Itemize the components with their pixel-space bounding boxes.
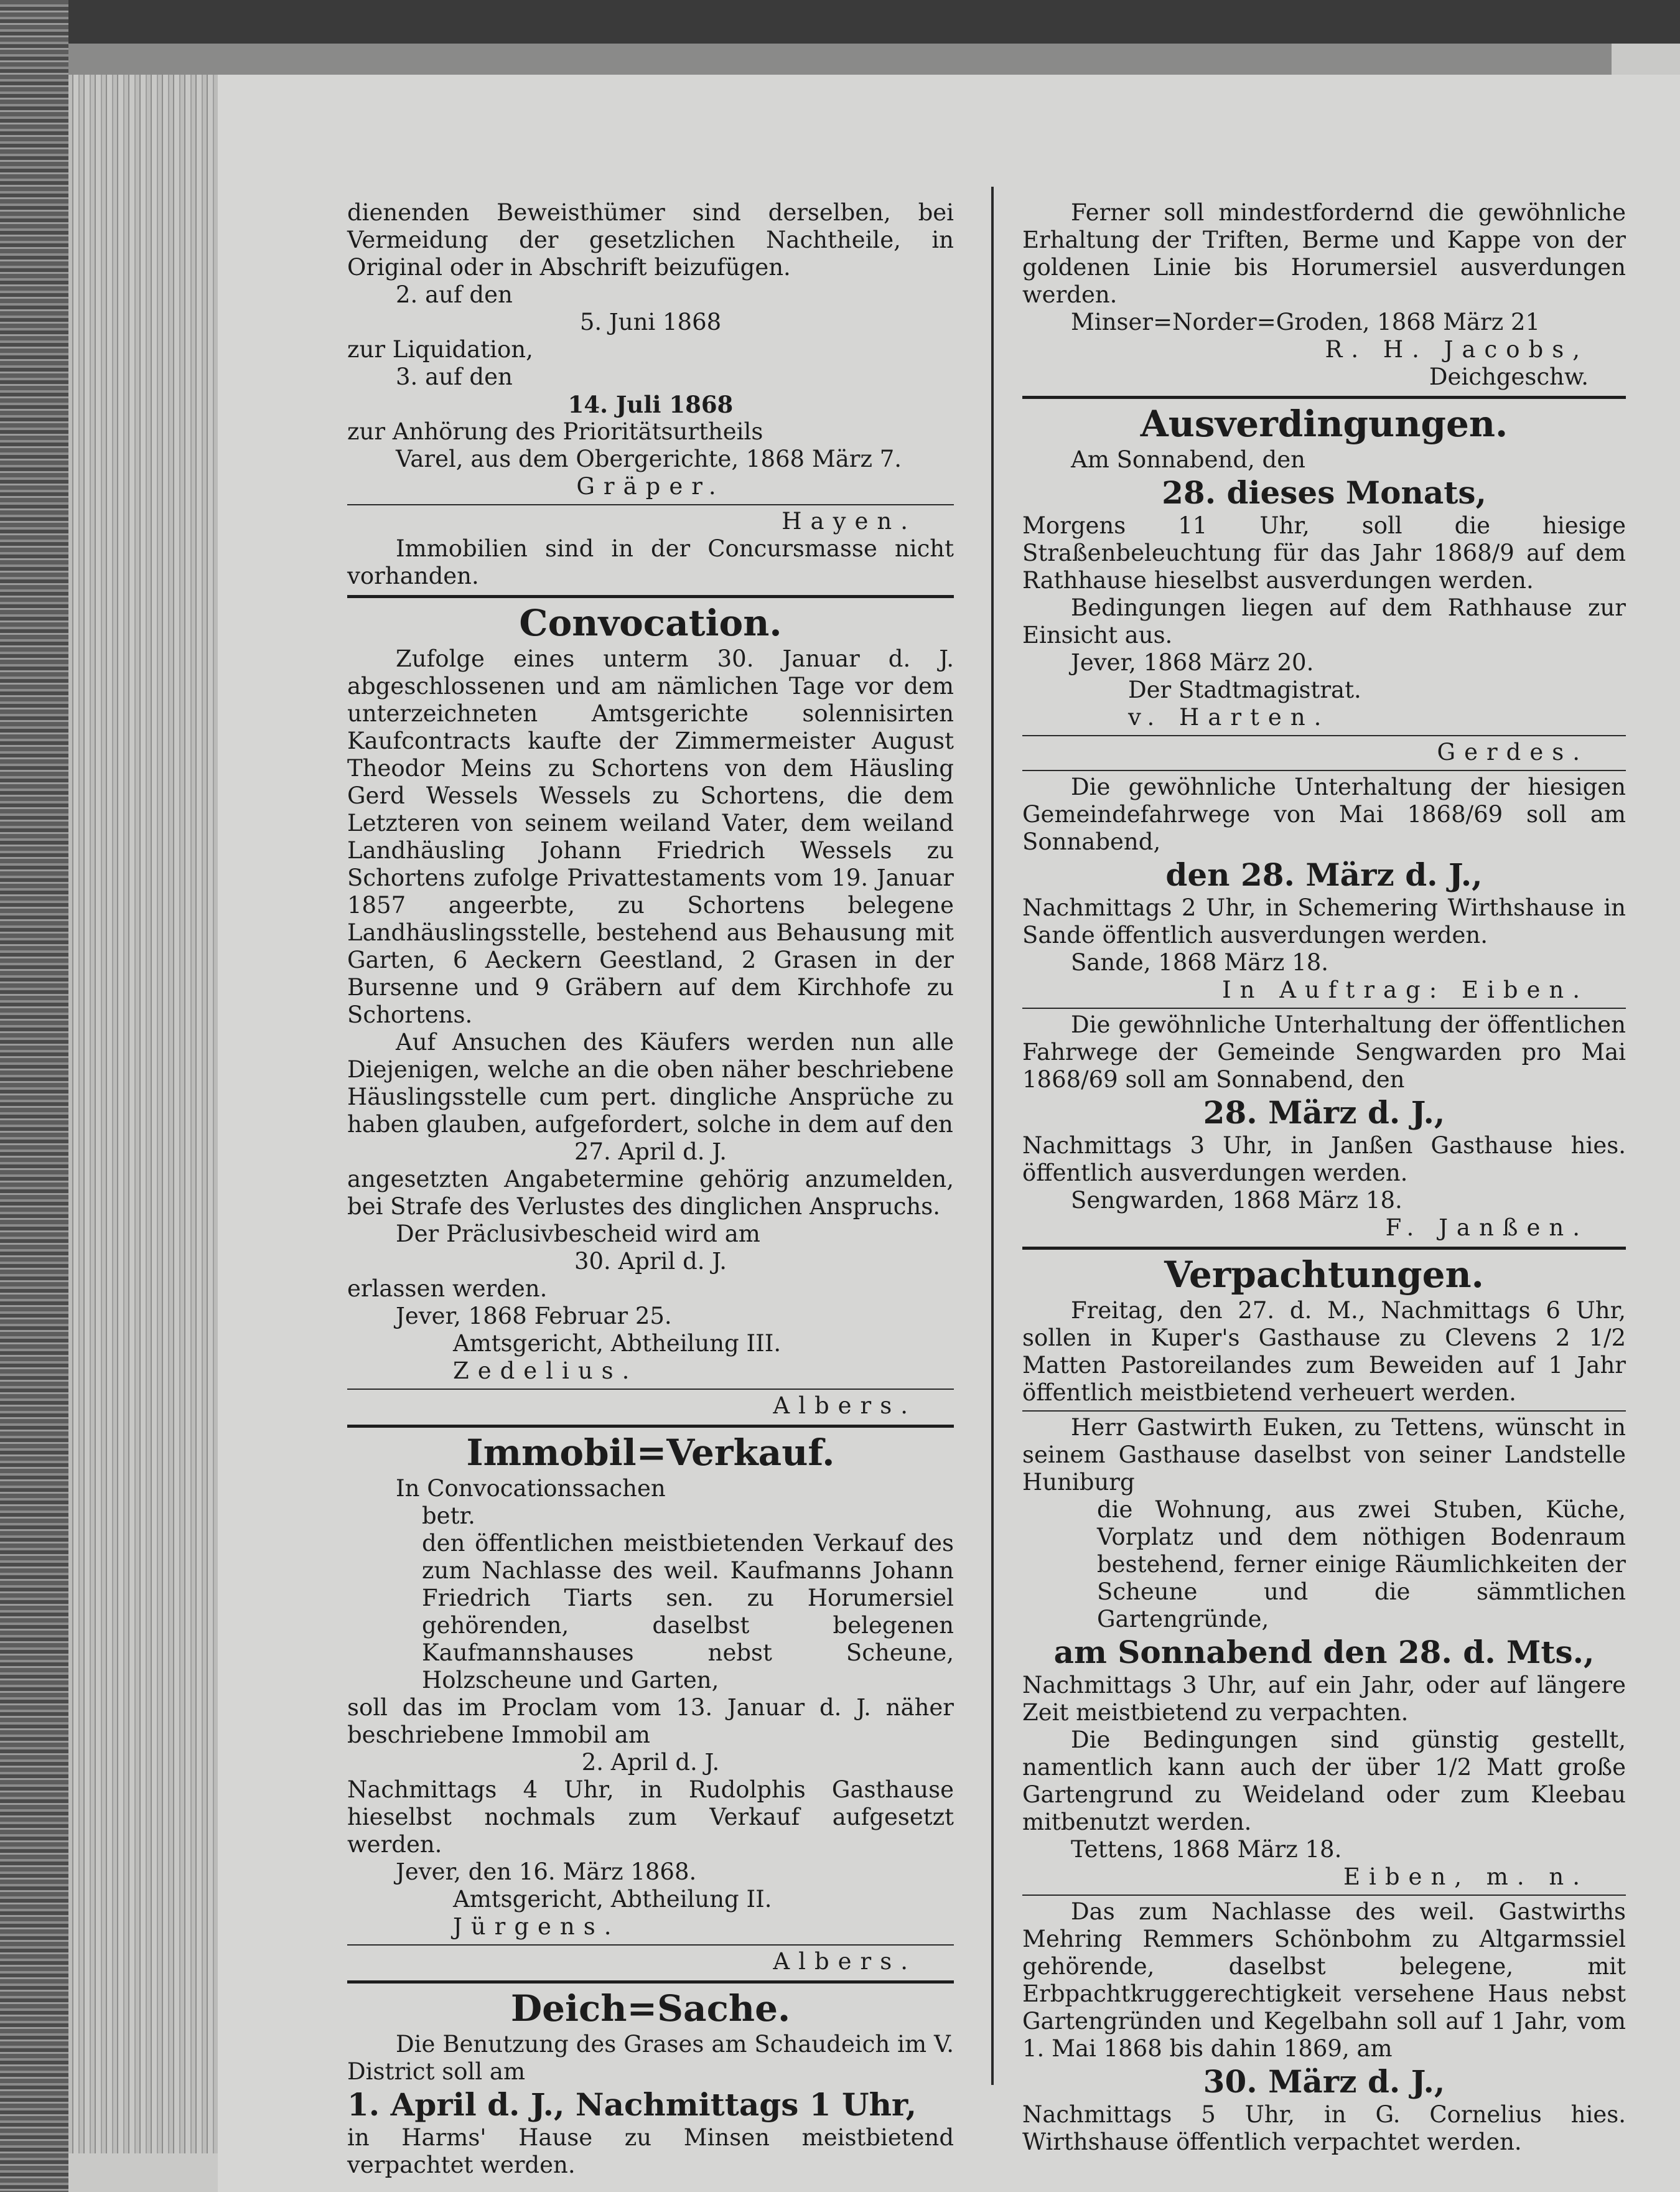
sande-p2: Nachmittags 2 Uhr, in Schemering Wirthshause in Sande öffentlich ausverdungen werden. (1022, 894, 1626, 948)
immobil-line-2: betr. (422, 1502, 475, 1529)
ver-signature: Eiben, m. n. (1343, 1863, 1589, 1890)
aus-magistrat: Der Stadtmagistrat. (1128, 677, 1361, 703)
immobil-line-4: soll das im Proclam vom 13. Januar d. J. näher beschriebene Immobil am (347, 1694, 954, 1748)
convocation-p1: Zufolge eines unterm 30. Januar d. J. abgeschlossenen und am nämlichen Tage vor dem unterzeichneten Amtsgerichte solennisirten Kaufcontracts kaufte der Zimmermeister August Theodor Meins zu Schortens von dem Häusling Gerd Wessels Wessels zu Schortens, die dem Letzteren von seinem weiland Vater, dem weiland Landhäusling Johann Friedrich Wessels zu Schortens zufolge Privattestaments vom 19. Januar 1857 angeerbte, zu Schortens belegene Landhäuslingsstelle, bestehend aus Behausung mit Garten, 6 Aeckern Geestland, 2 Grasen in der Bursenne und 9 Gräbern auf dem Kirchhofe zu Schortens. (347, 645, 954, 1028)
immobil-sig-1: Jürgens. (453, 1913, 620, 1940)
aus-sig-1: v. Harten. (1128, 704, 1330, 731)
place-1: Varel, aus dem Obergerichte, 1868 März 7. (396, 446, 902, 472)
convocation-p4: Der Präclusivbescheid wird am (396, 1220, 760, 1247)
ver-date-2: 30. März d. J., (1203, 2063, 1445, 2100)
immobil-place: Jever, den 16. März 1868. (396, 1858, 697, 1885)
aus-place: Jever, 1868 März 20. (1071, 649, 1314, 676)
sengwarden-place: Sengwarden, 1868 März 18. (1071, 1187, 1402, 1214)
page-stack-edges (68, 75, 218, 2153)
sengwarden-date: 28. März d. J., (1203, 1094, 1445, 1131)
immobil-date: 2. April d. J. (581, 1749, 720, 1776)
verpachtungen-title: Verpachtungen. (1022, 1247, 1626, 1297)
deich-p2: in Harms' Hause zu Minsen meistbietend verpachtet werden. (347, 2124, 954, 2178)
purpose-2: zur Liquidation, (347, 336, 533, 363)
ver-p4: Nachmittags 3 Uhr, auf ein Jahr, oder auf längere Zeit meistbietend zu verpachten. (1022, 1672, 1626, 1726)
convocation-date-2: 30. April d. J. (574, 1248, 727, 1275)
top-place: Minser=Norder=Groden, 1868 März 21 (1071, 309, 1541, 335)
left-column (347, 199, 954, 2179)
sengwarden-p1: Die gewöhnliche Unterhaltung der öffentlichen Fahrwege der Gemeinde Sengwarden pro Mai 1868/69 soll am Sonnabend, den (1022, 1011, 1626, 1093)
convocation-p2: Auf Ansuchen des Käufers werden nun alle Diejenigen, welche an die oben näher beschriebene Häuslingsstelle cum pert. dingliche Ansprüche zu haben glauben, aufgefordert, solche in dem auf den (347, 1029, 954, 1138)
sande-p1: Die gewöhnliche Unterhaltung der hiesigen Gemeindefahrwege von Mai 1868/69 soll am Sonnabend, (1022, 774, 1626, 855)
immobil-verkauf-title: Immobil=Verkauf. (347, 1425, 954, 1475)
top-signature-title: Deichgeschw. (1429, 363, 1589, 390)
immobil-sig-2: Albers. (773, 1948, 917, 1975)
convocation-court: Amtsgericht, Abtheilung III. (453, 1330, 782, 1357)
top-signature: R. H. Jacobs, (1325, 336, 1589, 363)
deich-sache-title: Deich=Sache. (347, 1980, 954, 2031)
item-3: 3. auf den (396, 363, 513, 390)
aus-line-1: Am Sonnabend, den (1071, 446, 1305, 473)
ver-p5: Die Bedingungen sind günstig gestellt, namentlich kann auch der über 1/2 Matt große Gartengrund zu Weideland oder zum Kleebau mitbenutzt werden. (1022, 1726, 1626, 1835)
sande-place: Sande, 1868 März 18. (1071, 949, 1328, 976)
aus-p1: Morgens 11 Uhr, soll die hiesige Straßenbeleuchtung für das Jahr 1868/9 auf dem Rathhause hieselbst ausverdungen werden. (1022, 512, 1626, 594)
signature-2: Hayen. (782, 508, 917, 535)
column-divider (991, 187, 994, 2085)
immobil-line-1: In Convocationssachen (396, 1475, 666, 1502)
convocation-date-1: 27. April d. J. (574, 1138, 727, 1165)
aus-sig-2: Gerdes. (1437, 739, 1589, 766)
convocation-sig-1: Zedelius. (453, 1357, 638, 1384)
convocation-place: Jever, 1868 Februar 25. (396, 1303, 672, 1329)
sande-signature: In Auftrag: Eiben. (1222, 977, 1589, 1003)
book-cover-edge (0, 0, 68, 2192)
ver-date: am Sonnabend den 28. d. Mts., (1053, 1634, 1595, 1670)
convocation-p5: erlassen werden. (347, 1275, 548, 1302)
aus-p2: Bedingungen liegen auf dem Rathhause zur Einsicht aus. (1022, 594, 1626, 649)
ver-place: Tettens, 1868 März 18. (1071, 1836, 1342, 1863)
immobil-court: Amtsgericht, Abtheilung II. (453, 1886, 772, 1913)
signature-1: Gräper. (576, 473, 725, 500)
aus-date: 28. dieses Monats, (1162, 474, 1486, 511)
item-2: 2. auf den (396, 281, 513, 308)
ver-p7: Nachmittags 5 Uhr, in G. Cornelius hies. Wirthshause öffentlich verpachtet werden. (1022, 2101, 1626, 2155)
ver-p2: Herr Gastwirth Euken, zu Tettens, wünscht in seinem Gasthause daselbst von seiner Landstelle Huniburg (1022, 1414, 1626, 1496)
ver-p3: die Wohnung, aus zwei Stuben, Küche, Vorplatz und dem nöthigen Bodenraum bestehend, ferner einige Räumlichkeiten der Scheune und die sämmtlichen Gartengründe, (1097, 1496, 1626, 1632)
convocation-p3: angesetzten Angabetermine gehörig anzumelden, bei Strafe des Verlustes des dinglichen Anspruchs. (347, 1166, 954, 1220)
immobil-line-3: den öffentlichen meistbietenden Verkauf des zum Nachlasse des weil. Kaufmanns Johann Friedrich Tiarts sen. zu Horumersiel gehörenden, daselbst belegenen Kaufmannshauses nebst Scheune, Holzscheune und Garten, (422, 1530, 954, 1693)
ausverdingungen-title: Ausverdingungen. (1022, 396, 1626, 446)
date-3: 14. Juli 1868 (567, 391, 734, 418)
purpose-3: zur Anhörung des Prioritätsurtheils (347, 418, 763, 445)
deich-date: 1. April d. J., Nachmittags 1 Uhr, (347, 2086, 917, 2123)
top-paragraph: Ferner soll mindestfordernd die gewöhnliche Erhaltung der Triften, Berme und Kappe von der goldenen Linie bis Horumersiel ausverdungen werden. (1022, 199, 1626, 308)
ver-p6: Das zum Nachlasse des weil. Gastwirths Mehring Remmers Schönbohm zu Altgarmssiel gehörende, daselbst belegene, mit Erbpachtkruggerechtigkeit versehene Haus nebst Gartengründen und Kegelbahn soll auf 1 Jahr, vom 1. Mai 1868 bis dahin 1869, am (1022, 1898, 1626, 2062)
right-column (1022, 199, 1626, 2156)
convocation-title: Convocation. (347, 595, 954, 645)
intro-text: dienenden Beweisthümer sind derselben, bei Vermeidung der gesetzlichen Nachtheile, in Original oder in Abschrift beizufügen. (347, 199, 954, 281)
ver-p1: Freitag, den 27. d. M., Nachmittags 6 Uhr, sollen in Kuper's Gasthause zu Clevens 2 1/2 Matten Pastoreilandes zum Beweiden auf 1 Jahr öffentlich meistbietend verheuert werden. (1022, 1297, 1626, 1406)
deich-p1: Die Benutzung des Grases am Schaudeich im V. District soll am (347, 2031, 954, 2085)
sengwarden-signature: F. Janßen. (1385, 1214, 1589, 1241)
sande-date: den 28. März d. J., (1165, 856, 1483, 893)
immobil-line-5: Nachmittags 4 Uhr, in Rudolphis Gasthause hieselbst nochmals zum Verkauf aufgesetzt werden. (347, 1776, 954, 1858)
date-2: 5. Juni 1868 (579, 309, 722, 335)
convocation-sig-2: Albers. (773, 1392, 917, 1419)
note-immobilien: Immobilien sind in der Concursmasse nicht vorhanden. (347, 535, 954, 589)
sengwarden-p2: Nachmittags 3 Uhr, in Janßen Gasthause hies. öffentlich ausverdungen werden. (1022, 1132, 1626, 1186)
